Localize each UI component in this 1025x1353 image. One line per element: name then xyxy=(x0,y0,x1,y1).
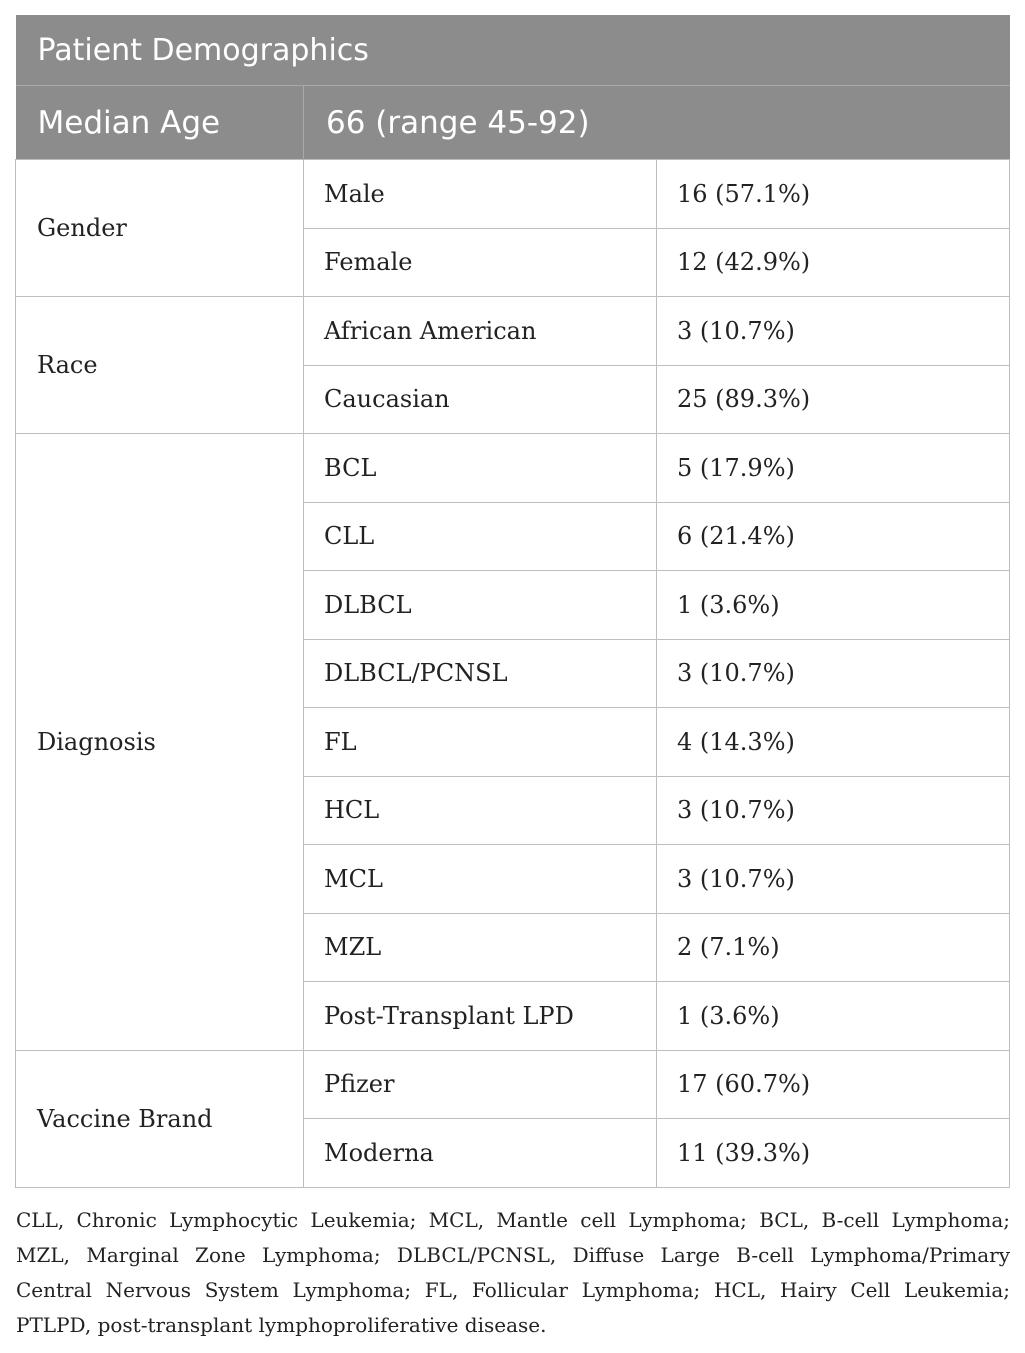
value-cell: 5 (17.9%) xyxy=(657,434,1010,503)
value-cell: 3 (10.7%) xyxy=(657,297,1010,366)
category-cell: Moderna xyxy=(304,1119,657,1188)
value-cell: 3 (10.7%) xyxy=(657,776,1010,845)
category-cell: FL xyxy=(304,708,657,777)
category-cell: Male xyxy=(304,160,657,229)
median-age-label: Median Age xyxy=(16,86,304,160)
value-cell: 4 (14.3%) xyxy=(657,708,1010,777)
header-row xyxy=(16,86,1010,160)
category-cell: Pfizer xyxy=(304,1050,657,1119)
value-cell: 3 (10.7%) xyxy=(657,639,1010,708)
table-row xyxy=(16,297,1010,366)
value-cell: 11 (39.3%) xyxy=(657,1119,1010,1188)
value-cell: 17 (60.7%) xyxy=(657,1050,1010,1119)
value-cell: 1 (3.6%) xyxy=(657,982,1010,1051)
category-cell: Post-Transplant LPD xyxy=(304,982,657,1051)
group-label: Race xyxy=(16,297,304,434)
table-footnote: CLL, Chronic Lymphocytic Leukemia; MCL, Mantle cell Lymphoma; BCL, B-cell Lymphoma; MZL, Marginal Zone Lymphoma; DLBCL/PCNSL, Diffuse Large B-cell Lymphoma/Primary Central Nervous System Lymphoma; FL, Follicular Lymphoma; HCL, Hairy Cell Leukemia; PTLPD, post-transplant lymphoproliferative disease. xyxy=(16,1208,1010,1337)
table-row xyxy=(16,160,1010,229)
table-body xyxy=(16,160,1010,1188)
median-age-value: 66 (range 45-92) xyxy=(304,86,1010,160)
category-cell: DLBCL/PCNSL xyxy=(304,639,657,708)
value-cell: 6 (21.4%) xyxy=(657,502,1010,571)
table-row xyxy=(16,434,1010,503)
table-row xyxy=(16,1050,1010,1119)
category-cell: BCL xyxy=(304,434,657,503)
value-cell: 2 (7.1%) xyxy=(657,913,1010,982)
value-cell: 25 (89.3%) xyxy=(657,365,1010,434)
value-cell: 1 (3.6%) xyxy=(657,571,1010,640)
category-cell: Female xyxy=(304,228,657,297)
value-cell: 12 (42.9%) xyxy=(657,228,1010,297)
category-cell: MCL xyxy=(304,845,657,914)
group-label: Diagnosis xyxy=(16,434,304,1051)
demographics-table xyxy=(15,15,1010,1188)
table-title: Patient Demographics xyxy=(16,15,1010,86)
group-label: Vaccine Brand xyxy=(16,1050,304,1187)
category-cell: Caucasian xyxy=(304,365,657,434)
category-cell: African American xyxy=(304,297,657,366)
value-cell: 3 (10.7%) xyxy=(657,845,1010,914)
value-cell: 16 (57.1%) xyxy=(657,160,1010,229)
category-cell: CLL xyxy=(304,502,657,571)
category-cell: MZL xyxy=(304,913,657,982)
group-label: Gender xyxy=(16,160,304,297)
title-row xyxy=(16,15,1010,86)
category-cell: HCL xyxy=(304,776,657,845)
category-cell: DLBCL xyxy=(304,571,657,640)
